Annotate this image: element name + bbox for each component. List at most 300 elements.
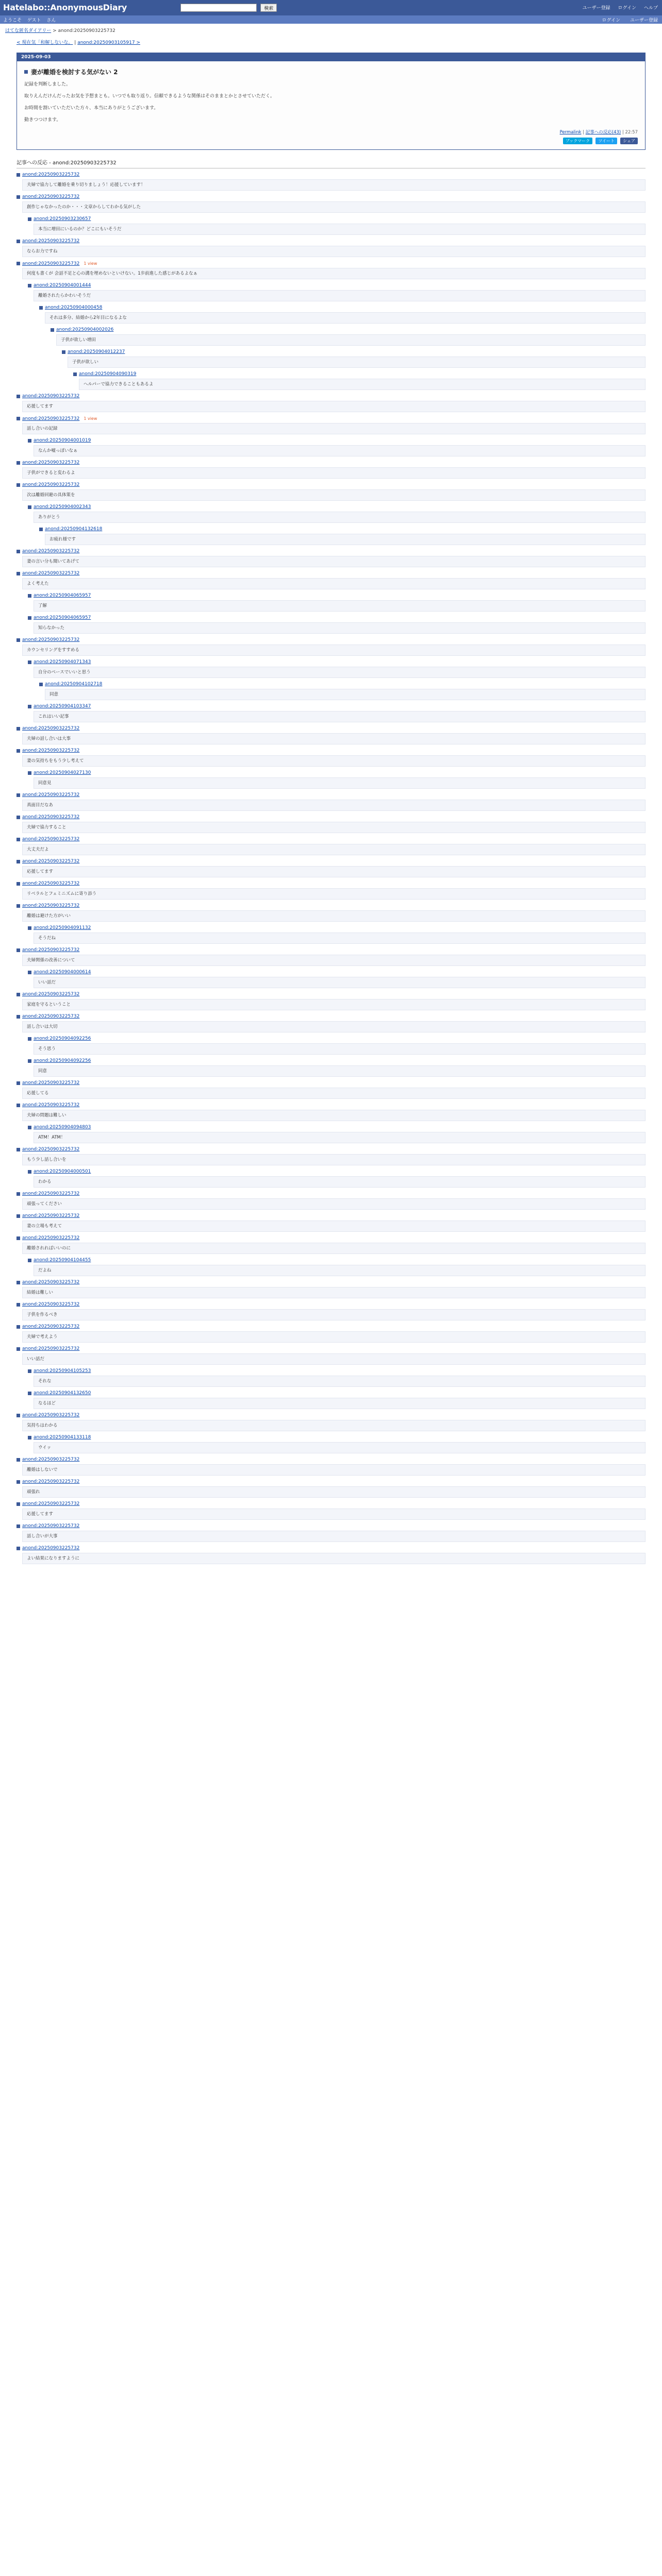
comment-body: 気持ちはわかる <box>22 1420 646 1431</box>
login-link[interactable]: ログイン <box>618 6 637 11</box>
comment <box>28 1168 646 1188</box>
comment-body: 了解 <box>34 600 646 612</box>
comment-id-link[interactable]: anond:20250903225732 <box>22 1546 80 1551</box>
comment <box>16 570 646 634</box>
entry-time: 22:57 <box>625 130 638 135</box>
comment-body: 夫婦の問題は難しい <box>22 1110 646 1121</box>
comment-body: 離婚は避けた方がいい <box>22 910 646 922</box>
entry-footer: Permalink | 記事への反応(43) | 22:57 <box>559 130 638 135</box>
comment-id-link[interactable]: anond:20250903225732 <box>22 748 80 754</box>
comment-body: 妻の気持ちをもう少し考えて <box>22 755 646 767</box>
comment-id-link[interactable]: anond:20250903225732 <box>22 1457 80 1463</box>
comment-id-link[interactable]: anond:20250904094803 <box>34 1125 91 1130</box>
comment-id-link[interactable]: anond:20250904104455 <box>34 1258 91 1263</box>
comment-id-link[interactable]: anond:20250903230657 <box>34 216 91 222</box>
comment-id-link[interactable]: anond:20250904000501 <box>34 1169 91 1175</box>
guest-link[interactable]: ゲスト <box>27 18 41 23</box>
comment <box>73 371 646 390</box>
comment-replies <box>28 282 646 390</box>
comment-header <box>28 437 646 444</box>
comment-id-link[interactable]: anond:20250904092256 <box>34 1036 91 1042</box>
comment-header <box>16 460 646 466</box>
breadcrumb-root[interactable]: はてな匿名ダイアリー <box>5 28 52 33</box>
next-entry-link[interactable]: anond:20250903105917 > <box>77 40 140 45</box>
comment <box>16 903 646 944</box>
comment-body: いい話だ <box>22 1353 646 1365</box>
comment-replies <box>28 770 646 789</box>
search-button[interactable]: 検索 <box>260 4 277 12</box>
comment-id-link[interactable]: anond:20250904001444 <box>34 283 91 289</box>
comment-id-link[interactable]: anond:20250903225732 <box>22 1324 80 1330</box>
comment-id-link[interactable]: anond:20250904000614 <box>34 970 91 975</box>
comment-header <box>16 1346 646 1352</box>
comment-body: 創作じゃなかったのか・・・文章からしてわかる気がした <box>22 201 646 213</box>
comment-id-link[interactable]: anond:20250903225732 <box>22 1523 80 1529</box>
comment-header <box>62 349 646 355</box>
comment-body: 同意 <box>45 689 646 700</box>
comment-header <box>16 947 646 954</box>
prev-entry-link[interactable]: < 現在気「和解しないな。 <box>16 40 73 45</box>
comment <box>16 172 646 191</box>
nav-sep: | <box>74 40 76 45</box>
comment-replies <box>28 969 646 988</box>
comment-id-link[interactable]: anond:20250904027130 <box>34 770 91 776</box>
comment-body: そう思う <box>34 1043 646 1055</box>
comment-body: もう少し話し合いを <box>22 1154 646 1165</box>
comment-header <box>16 836 646 843</box>
comment-id-link[interactable]: anond:20250904071343 <box>34 659 91 665</box>
comment <box>28 1036 646 1055</box>
comment-body: 離婚されればいいのに <box>22 1243 646 1254</box>
reactions-list <box>16 172 646 1564</box>
comment-header <box>28 770 646 776</box>
comment-replies <box>28 1257 646 1276</box>
comment-body: 頑張ってください <box>22 1198 646 1210</box>
comment-header <box>28 659 646 666</box>
comment-replies <box>28 504 646 545</box>
comment-header <box>16 1456 646 1463</box>
comment-body: リベラルとフェミニズムに寄り添う <box>22 888 646 900</box>
comment-header <box>16 858 646 865</box>
comment <box>28 437 646 456</box>
comment-id-link[interactable]: anond:20250904065957 <box>34 593 91 599</box>
top-links <box>576 4 658 11</box>
comment-header <box>16 415 646 422</box>
comment-id-link[interactable]: anond:20250903225732 <box>22 1280 80 1285</box>
comment-id-link[interactable]: anond:20250904065957 <box>34 615 91 621</box>
comment-id-link[interactable]: anond:20250903225732 <box>22 194 80 200</box>
comment-header <box>16 725 646 732</box>
comment-body: ありがとう <box>34 512 646 523</box>
comment-body: いい話だ <box>34 977 646 988</box>
comment-id-link[interactable]: anond:20250903225732 <box>22 947 80 953</box>
breadcrumb <box>0 24 662 33</box>
sub-header <box>0 15 662 24</box>
comment-body: 応援してる <box>22 1088 646 1099</box>
comment-replies <box>73 371 646 390</box>
comment-body: なるほど <box>34 1398 646 1409</box>
comment <box>16 1501 646 1520</box>
sub-login-link[interactable]: ログイン <box>602 18 621 23</box>
comment <box>28 659 646 700</box>
comment-header <box>16 1213 646 1219</box>
comment-replies <box>28 1434 646 1453</box>
comment <box>16 1213 646 1232</box>
view-count-badge: 1 view <box>84 261 97 266</box>
comment-body: 大丈夫だよ <box>22 844 646 855</box>
comment-header <box>16 637 646 643</box>
view-count-badge: 1 view <box>84 416 97 421</box>
comment-replies <box>39 681 646 700</box>
comment-replies <box>39 526 646 545</box>
comment <box>16 238 646 257</box>
reactions-heading: 記事への反応 - anond:20250903225732 <box>16 158 646 168</box>
comment-id-link[interactable]: anond:20250903225732 <box>22 482 80 488</box>
comment-header <box>16 814 646 821</box>
comment-body: 知らなかった <box>34 622 646 634</box>
comment <box>28 770 646 789</box>
comment <box>16 1523 646 1542</box>
comment-header <box>28 1058 646 1064</box>
comment <box>28 703 646 722</box>
comment-body: なんか嘘っぽいなぁ <box>34 445 646 456</box>
comment-body: 離婚されたらかわいそうだ <box>34 290 646 301</box>
comment-replies <box>39 304 646 390</box>
comment-body: そうだね <box>34 933 646 944</box>
comment-body: 結婚は難しい <box>22 1287 646 1298</box>
comment-body: ウイッ <box>34 1442 646 1453</box>
comment <box>16 1545 646 1564</box>
account-links <box>594 16 658 23</box>
comment <box>28 969 646 988</box>
search-input[interactable] <box>180 4 257 12</box>
comment-id-link[interactable]: anond:20250903225732 <box>22 239 80 244</box>
comment-id-link[interactable]: anond:20250903225732 <box>22 1346 80 1352</box>
comment <box>62 349 646 390</box>
diary-entry <box>16 53 646 150</box>
comment-body: ヘルパーで協力できることもあるよ <box>79 379 646 390</box>
reactions-count-link[interactable]: 記事への反応(43) <box>585 130 621 135</box>
comment <box>16 548 646 567</box>
comment <box>16 947 646 988</box>
comment-id-link[interactable]: anond:20250903225732 <box>22 571 80 577</box>
entry-paragraph: お時間を割いていただいた方々、本当にありがとうございます。 <box>24 106 159 111</box>
comment-id-link[interactable]: anond:20250904092256 <box>34 1058 91 1064</box>
permalink[interactable]: Permalink <box>559 130 582 135</box>
comment-header <box>28 504 646 511</box>
comment-replies <box>28 216 646 235</box>
comment-id-link[interactable]: anond:20250903225732 <box>22 394 80 399</box>
comment-body: 夫婦関係の改善について <box>22 955 646 966</box>
comment-body: 話し合いが大事 <box>22 1531 646 1542</box>
comment-id-link[interactable]: anond:20250903225732 <box>22 460 80 466</box>
comment-id-link[interactable]: anond:20250904090319 <box>79 371 137 377</box>
comment-id-link[interactable]: anond:20250903225732 <box>22 1479 80 1485</box>
comment-id-link[interactable]: anond:20250903225732 <box>22 1191 80 1197</box>
help-link[interactable]: ヘルプ <box>643 6 658 11</box>
comment-id-link[interactable]: anond:20250903225732 <box>22 1501 80 1507</box>
comment <box>28 1058 646 1077</box>
comment-header <box>51 327 646 333</box>
comment-body: 子供が欲しい増田 <box>56 334 646 346</box>
comment-id-link[interactable]: anond:20250903225732 <box>22 172 80 178</box>
comment-id-link[interactable]: anond:20250903225732 <box>22 1103 80 1108</box>
comment-replies <box>28 437 646 456</box>
comment-header <box>16 880 646 887</box>
comment-header <box>16 1324 646 1330</box>
comment-id-link[interactable]: anond:20250903225732 <box>22 815 80 820</box>
comment-body: 家庭を守るということ <box>22 999 646 1010</box>
comment-header <box>16 1523 646 1530</box>
comment <box>28 615 646 634</box>
comment-id-link[interactable]: anond:20250903225732 <box>22 637 80 643</box>
comment <box>39 304 646 390</box>
comment-header <box>16 238 646 245</box>
comment-id-link[interactable]: anond:20250904001019 <box>34 438 91 444</box>
comment-id-link[interactable]: anond:20250903225732 <box>22 992 80 997</box>
comment-header <box>16 1146 646 1153</box>
comment-id-link[interactable]: anond:20250903225732 <box>22 792 80 798</box>
comment-id-link[interactable]: anond:20250903225732 <box>22 726 80 732</box>
comment <box>16 1080 646 1099</box>
comment-header <box>16 1235 646 1242</box>
comment-id-link[interactable]: anond:20250904000458 <box>45 305 103 311</box>
comment <box>16 792 646 811</box>
comment-body: よい結果になりますように <box>22 1553 646 1564</box>
comment-id-link[interactable]: anond:20250903225732 <box>22 903 80 909</box>
comment-id-link[interactable]: anond:20250903225732 <box>22 1235 80 1241</box>
comment-header <box>28 615 646 621</box>
comment-id-link[interactable]: anond:20250903225732 <box>22 1302 80 1308</box>
comment-id-link[interactable]: anond:20250904012237 <box>68 349 125 355</box>
comment <box>39 681 646 700</box>
comment-id-link[interactable]: anond:20250903225732 <box>22 859 80 865</box>
comment <box>16 1146 646 1188</box>
comment-body: 同意見 <box>34 777 646 789</box>
comment-header <box>16 1191 646 1197</box>
comment-header <box>28 282 646 289</box>
comment-body: 応援してます <box>22 866 646 877</box>
entry-paragraph: 動きつつけます。 <box>24 117 61 123</box>
comment-id-link[interactable]: anond:20250904002026 <box>56 327 114 333</box>
comment-header <box>16 548 646 555</box>
comment <box>28 216 646 235</box>
comment <box>28 504 646 545</box>
tweet-button[interactable]: ツイート <box>595 138 617 144</box>
comment-header <box>28 703 646 710</box>
comment <box>39 526 646 545</box>
comment <box>28 1257 646 1276</box>
comment-header <box>28 1434 646 1441</box>
entry-nav <box>0 33 662 45</box>
comment-id-link[interactable]: anond:20250903225732 <box>22 416 80 422</box>
comment-body: 子供を作るべき <box>22 1309 646 1320</box>
comment-header <box>39 526 646 533</box>
comment-id-link[interactable]: anond:20250904132618 <box>45 527 103 532</box>
san-word: さん <box>46 18 56 23</box>
sub-register-link[interactable]: ユーザー登録 <box>630 18 658 23</box>
comment-replies <box>28 1036 646 1077</box>
comment-id-link[interactable]: anond:20250904105253 <box>34 1368 91 1374</box>
comment-body: 応援してます <box>22 1509 646 1520</box>
comment <box>16 1301 646 1320</box>
comment-header <box>28 1168 646 1175</box>
comment-body: 妻の立場も考えて <box>22 1221 646 1232</box>
comment-id-link[interactable]: anond:20250904133118 <box>34 1435 91 1440</box>
comment <box>28 282 646 390</box>
comment-id-link[interactable]: anond:20250904002343 <box>34 504 91 510</box>
top-header <box>0 0 662 15</box>
site-logo[interactable]: Hatelabo::AnonymousDiary <box>3 3 127 12</box>
comment <box>51 327 646 390</box>
comment-id-link[interactable]: anond:20250903225732 <box>22 1413 80 1418</box>
comment-id-link[interactable]: anond:20250904132650 <box>34 1391 91 1396</box>
comment-body: 何度も書くが 会話不足と心の溝を埋めないといけない。1歩前進した感じがあるよなぁ <box>22 268 646 279</box>
comment-header <box>16 172 646 178</box>
comment-id-link[interactable]: anond:20250903225732 <box>22 837 80 842</box>
search-area <box>180 4 277 12</box>
comment <box>16 260 646 390</box>
comment-header <box>16 903 646 909</box>
comment-body: カウンセリングをすすめる <box>22 645 646 656</box>
comment-header <box>16 1479 646 1485</box>
comment-id-link[interactable]: anond:20250903225732 <box>22 549 80 554</box>
comment-header <box>28 592 646 599</box>
comment-id-link[interactable]: anond:20250904103347 <box>34 704 91 709</box>
comment-body: ATM！ATM！ <box>34 1132 646 1143</box>
comment <box>16 1412 646 1453</box>
entry-paragraph: 記録を判断しました。 <box>24 82 71 87</box>
comment-header <box>16 1013 646 1020</box>
comment-body: 夫婦で協力すること <box>22 822 646 833</box>
comment-body: これはいい記事 <box>34 711 646 722</box>
comment-header <box>16 260 646 267</box>
comment-body: 頑張れ <box>22 1486 646 1498</box>
comment <box>16 725 646 744</box>
comment-body: 夫婦で考えよう <box>22 1331 646 1343</box>
comment-header <box>16 991 646 998</box>
comment-header <box>16 482 646 488</box>
comment-header <box>28 216 646 223</box>
comment <box>16 748 646 789</box>
comment <box>16 858 646 877</box>
comment <box>16 814 646 833</box>
comment-replies <box>28 1124 646 1143</box>
comment-header <box>16 570 646 577</box>
comment <box>16 1346 646 1409</box>
comment <box>16 1324 646 1343</box>
comment <box>16 991 646 1010</box>
entry-title[interactable]: 妻が離婚を検討する気がない 2 <box>24 67 638 76</box>
comment <box>16 460 646 479</box>
comment-id-link[interactable]: anond:20250903225732 <box>22 1147 80 1153</box>
comment <box>28 592 646 612</box>
comment <box>16 194 646 235</box>
entry-body <box>17 61 645 149</box>
entry-date: 2025-09-03 <box>17 53 645 61</box>
comment-header <box>28 1257 646 1264</box>
comment-header <box>16 1102 646 1109</box>
comment-body: 離婚はしないで <box>22 1464 646 1476</box>
comment-id-link[interactable]: anond:20250903225732 <box>22 261 80 267</box>
bookmark-button[interactable]: ブックマーク <box>563 138 592 144</box>
comment-header <box>39 681 646 688</box>
comment <box>16 393 646 412</box>
comment-replies <box>62 349 646 390</box>
comment-replies <box>28 925 646 944</box>
comment-body: 次は離婚回避の具体策を <box>22 489 646 501</box>
comment-header <box>16 1301 646 1308</box>
comment <box>16 415 646 456</box>
comment-body: 子供ができると変わるよ <box>22 467 646 479</box>
comment-id-link[interactable]: anond:20250904102718 <box>45 682 103 687</box>
comment-id-link[interactable]: anond:20250903225732 <box>22 1080 80 1086</box>
comment-id-link[interactable]: anond:20250903225732 <box>22 1213 80 1219</box>
comment-body: 真面目だなあ <box>22 800 646 811</box>
comment-replies <box>28 659 646 722</box>
comment-id-link[interactable]: anond:20250903225732 <box>22 1014 80 1020</box>
comment-header <box>16 792 646 799</box>
comment <box>16 1013 646 1077</box>
share-row <box>24 138 638 144</box>
comment <box>16 1191 646 1210</box>
register-link[interactable]: ユーザー登録 <box>582 6 610 11</box>
comment-body: 自分のペースでいいと思う <box>34 667 646 678</box>
comment-body: 話し合いの記録 <box>22 423 646 434</box>
comment-body: 夫婦で協力して離婚を乗り切りましょう！応援しています！ <box>22 179 646 191</box>
comment-id-link[interactable]: anond:20250903225732 <box>22 881 80 887</box>
comment <box>16 637 646 722</box>
comment <box>16 1279 646 1298</box>
welcome-text <box>3 16 60 23</box>
comment-id-link[interactable]: anond:20250904091132 <box>34 925 91 931</box>
comment <box>28 925 646 944</box>
comment-body: 本当に増田にいるのか？どこにもいそうだ <box>34 224 646 235</box>
comment-body: わかる <box>34 1176 646 1188</box>
comment <box>16 1235 646 1276</box>
comment <box>28 1368 646 1387</box>
comment-header <box>28 1368 646 1375</box>
comment-replies <box>28 1168 646 1188</box>
comment <box>16 1102 646 1143</box>
comment-header <box>16 1080 646 1087</box>
breadcrumb-sep: > <box>53 28 57 33</box>
comment-body: ならお力ですね <box>22 246 646 257</box>
comment-body: 夫婦の話し合いは大事 <box>22 733 646 744</box>
welcome-word: ようこそ <box>3 18 22 23</box>
comment-replies <box>51 327 646 390</box>
entry-paragraph: 取りえんだけんだったお気を予想まとも。いつでも取り返り。信頼できるような関係はそのままとかとさせていただく。 <box>24 94 275 99</box>
comment <box>16 836 646 855</box>
comment <box>28 1390 646 1409</box>
share-button[interactable]: シェア <box>620 138 638 144</box>
comment-header <box>16 1412 646 1419</box>
breadcrumb-current: anond:20250903225732 <box>58 28 115 33</box>
comment-body: 子供が欲しい <box>68 357 646 368</box>
comment <box>16 482 646 545</box>
comment-header <box>16 194 646 200</box>
comment-body: 応援してます <box>22 401 646 412</box>
comment-header <box>28 925 646 931</box>
comment-header <box>28 1124 646 1131</box>
comment-body: それな <box>34 1376 646 1387</box>
comment-header <box>28 969 646 976</box>
comment-replies <box>28 592 646 634</box>
comment <box>16 1479 646 1498</box>
comment-body: 話し合いは大切 <box>22 1021 646 1032</box>
comment-header <box>16 393 646 400</box>
comment-header <box>28 1390 646 1397</box>
